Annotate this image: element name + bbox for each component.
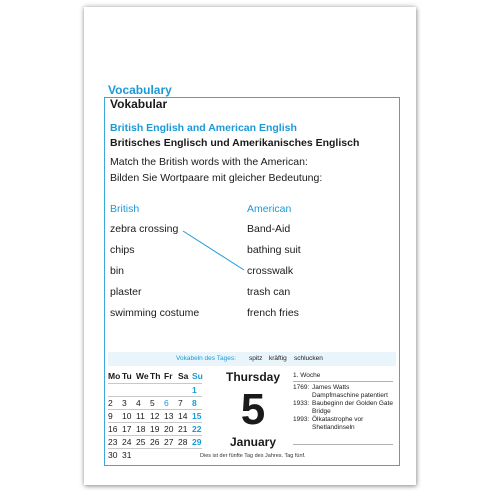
calendar-day: 3 — [122, 398, 127, 408]
calendar-gridline — [108, 383, 202, 384]
calendar-day: 7 — [178, 398, 183, 408]
calendar-day: 28 — [178, 437, 188, 447]
vokabel-word: spitz — [249, 355, 263, 362]
calendar-day: 17 — [122, 424, 132, 434]
match-line — [183, 231, 244, 270]
instruction-de: Bilden Sie Wortpaare mit gleicher Bedeutung: — [110, 172, 323, 184]
calendar-day: 9 — [108, 411, 113, 421]
calendar-day: 4 — [136, 398, 141, 408]
calendar-day: 8 — [192, 398, 197, 408]
british-word[interactable]: zebra crossing — [110, 223, 179, 235]
topic-title-de: Britisches Englisch und Amerikanisches Englisch — [110, 137, 360, 149]
section-subtitle: Vokabular — [110, 97, 168, 111]
calendar-day: 23 — [108, 437, 118, 447]
calendar-header: Th — [150, 371, 161, 381]
vokabel-word: schlucken — [294, 355, 323, 362]
calendar-day: 14 — [178, 411, 188, 421]
instruction-en: Match the British words with the American: — [110, 156, 308, 168]
calendar-day: 20 — [164, 424, 174, 434]
vokabeln-label: Vokabeln des Tages: — [176, 355, 236, 362]
british-word[interactable]: plaster — [110, 286, 142, 298]
calendar-day: 5 — [150, 398, 155, 408]
british-word[interactable]: chips — [110, 244, 135, 256]
calendar-header: Su — [192, 371, 203, 381]
calendar-day: 13 — [164, 411, 174, 421]
current-weekday: Thursday — [225, 370, 280, 384]
current-day-number: 5 — [240, 385, 266, 434]
calendar-header: Sa — [178, 371, 189, 381]
american-column-header: American — [247, 203, 292, 215]
calendar-day: 24 — [122, 437, 132, 447]
calendar-day: 1 — [192, 385, 197, 395]
event-text: Ölkatastrophe vor Shetlandinseln — [312, 416, 364, 431]
calendar-header: We — [136, 371, 149, 381]
calendar-header: Mo — [108, 371, 121, 381]
calendar-day: 25 — [136, 437, 146, 447]
calendar-day: 22 — [192, 424, 202, 434]
event-text: Baubeginn der Golden Gate Bridge — [312, 400, 393, 415]
calendar-day: 19 — [150, 424, 160, 434]
day-footer-note: Dies ist der fünfte Tag des Jahres. Tag fünf. — [200, 453, 306, 459]
calendar-gridline — [108, 435, 202, 436]
topic-title-en: British English and American English — [110, 122, 297, 134]
calendar-gridline — [108, 409, 202, 410]
calendar-gridline — [108, 448, 202, 449]
calendar-day: 27 — [164, 437, 174, 447]
british-word[interactable]: bin — [110, 265, 125, 277]
calendar-day: 30 — [108, 450, 118, 460]
calendar-day: 26 — [150, 437, 160, 447]
calendar-day: 31 — [122, 450, 132, 460]
calendar-day: 2 — [108, 398, 113, 408]
event-year: 1933: — [293, 400, 310, 407]
calendar-day: 10 — [122, 411, 132, 421]
event-divider — [293, 381, 393, 382]
american-word[interactable]: bathing suit — [247, 244, 301, 256]
british-column-header: British — [110, 203, 140, 215]
american-word[interactable]: crosswalk — [247, 265, 294, 277]
event-divider — [293, 444, 393, 445]
event-year: 1769: — [293, 384, 310, 391]
calendar-gridline — [108, 396, 202, 397]
vokabel-word: kräftig — [269, 355, 287, 362]
calendar-day: 18 — [136, 424, 146, 434]
calendar-day: 16 — [108, 424, 118, 434]
event-text: James Watts Dampfmaschine patentiert — [312, 384, 388, 399]
event-year: 1993: — [293, 416, 310, 423]
calendar-day: 29 — [192, 437, 202, 447]
calendar-day: 15 — [192, 411, 202, 421]
calendar-header: Fr — [164, 371, 173, 381]
calendar-day: 11 — [136, 411, 145, 421]
american-word[interactable]: Band-Aid — [247, 223, 291, 235]
week-number: 1. Woche — [293, 372, 321, 379]
calendar-day: 21 — [178, 424, 188, 434]
american-word[interactable]: french fries — [247, 307, 299, 319]
current-month: January — [229, 435, 277, 449]
american-word[interactable]: trash can — [247, 286, 291, 298]
section-label: Vocabulary — [108, 83, 176, 97]
vokabeln-bar — [108, 352, 396, 366]
calendar-gridline — [108, 422, 202, 423]
calendar-day: 6 — [164, 398, 169, 408]
british-word[interactable]: swimming costume — [110, 307, 200, 319]
calendar-header: Tu — [122, 371, 132, 381]
calendar-day: 12 — [150, 411, 160, 421]
